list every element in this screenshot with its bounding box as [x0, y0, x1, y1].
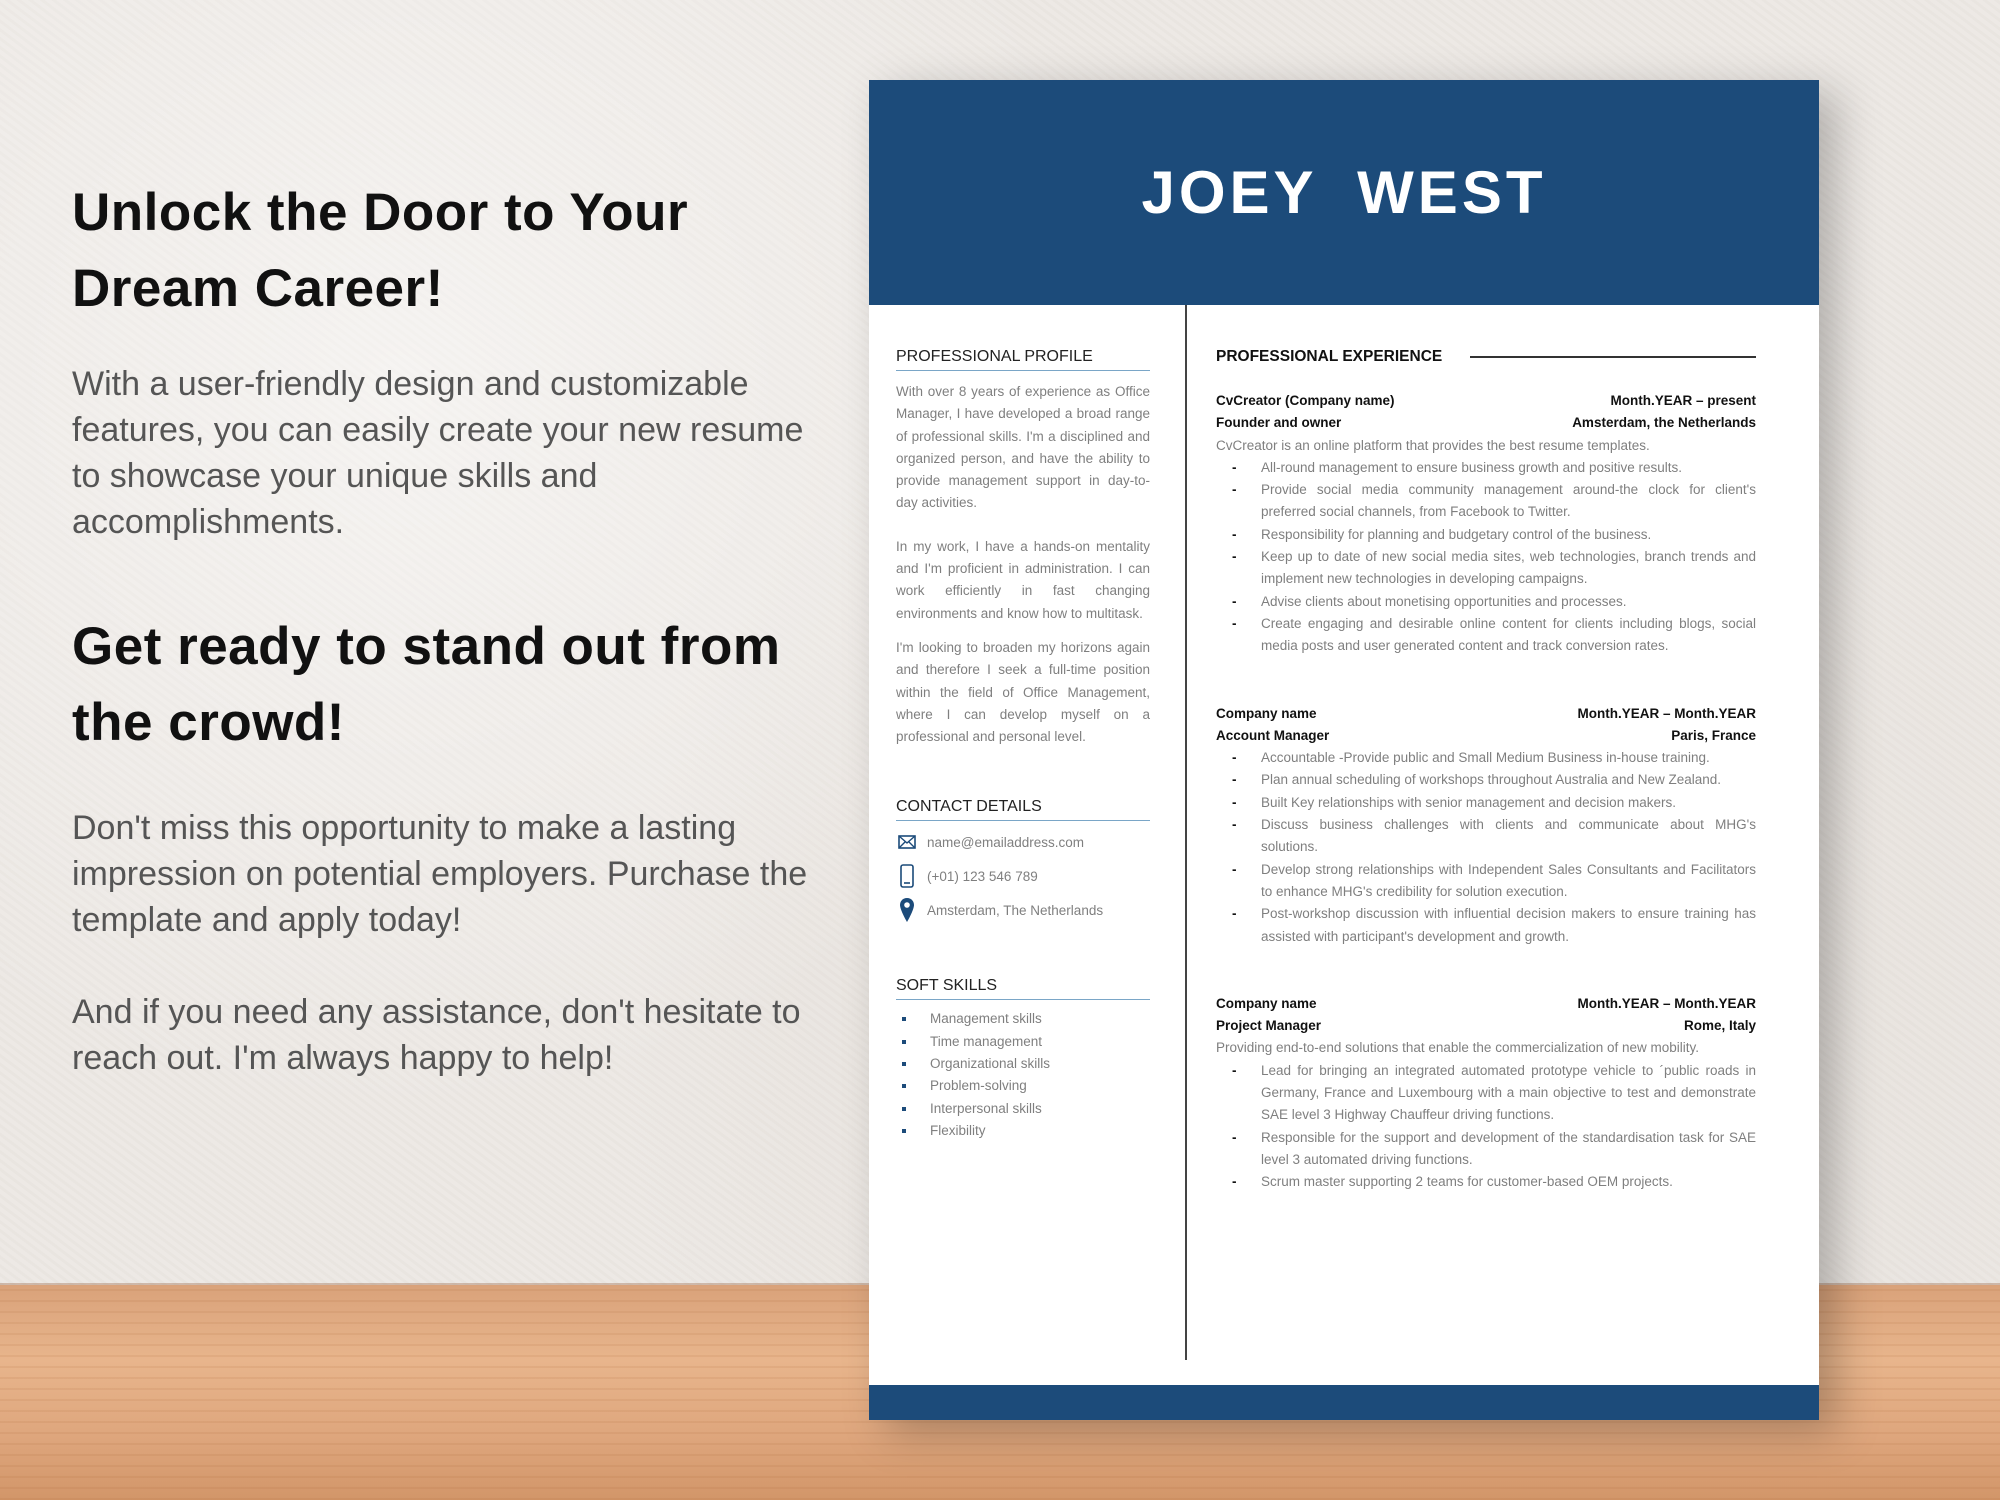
- skill-item: Flexibility: [896, 1120, 1150, 1142]
- resume-right-column: [1216, 348, 1756, 1194]
- skills-list: [896, 1008, 1150, 1142]
- job-bullet: - Accountable -Provide public and Small Medium Business in-house training.: [1216, 747, 1756, 769]
- contact-location: [896, 893, 1150, 927]
- offer-paragraph: Don't miss this opportunity to make a lasting impression on potential employers. Purchase the template and apply today!: [72, 809, 808, 939]
- location-text: Amsterdam, The Netherlands: [927, 902, 1104, 918]
- job-place: Rome, Italy: [1683, 1018, 1756, 1034]
- job-description: Providing end-to-end solutions that enable the commercialization of new mobility.: [1216, 1040, 1700, 1056]
- job-entry: [1216, 993, 1756, 1194]
- job-company: Company name: [1216, 995, 1317, 1011]
- job-company-row: [1216, 993, 1756, 1015]
- help-paragraph: And if you need any assistance, don't hesitate to reach out. I'm always happy to help!: [72, 993, 801, 1077]
- job-company: Company name: [1216, 705, 1317, 721]
- job-bullets: [1216, 457, 1756, 658]
- skill-item: Problem-solving: [896, 1075, 1150, 1097]
- job-role-row: [1216, 412, 1756, 434]
- job-bullet: - Develop strong relationships with Independent Sales Consultants and Facilitators to enhance MHG's credibility for solution execution.: [1216, 859, 1756, 904]
- email-text: name@emailaddress.com: [927, 834, 1085, 850]
- intro-paragraph: With a user-friendly design and customizable features, you can easily create your new resume to showcase your unique skills and accomplishments.: [72, 365, 804, 541]
- experience-header: [1216, 348, 1756, 366]
- resume-footer: [869, 1385, 1819, 1420]
- job-role: Project Manager: [1216, 1018, 1322, 1034]
- column-divider: [1185, 305, 1187, 1360]
- job-bullet: - Plan annual scheduling of workshops throughout Australia and New Zealand.: [1216, 769, 1756, 791]
- profile-paragraph: In my work, I have a hands-on mentality and I'm proficient in administration. I can work efficiently in fast changing environments and know how to multitask.: [896, 538, 1150, 621]
- job-bullet: - Advise clients about monetising opportunities and processes.: [1216, 591, 1756, 613]
- job-dates: Month.YEAR – present: [1610, 393, 1756, 408]
- location-pin-icon: [896, 897, 918, 923]
- experience-title: PROFESSIONAL EXPERIENCE: [1216, 348, 1443, 365]
- job-company: CvCreator (Company name): [1216, 393, 1395, 408]
- headline-dream-career: Unlock the Door to Your Dream Career!: [72, 183, 689, 318]
- job-bullet: - Responsibility for planning and budgetary control of the business.: [1216, 524, 1756, 546]
- resume-header: [869, 80, 1819, 305]
- promo-text: [72, 175, 832, 1081]
- profile-title: PROFESSIONAL PROFILE: [896, 348, 1150, 371]
- experience-rule: [1470, 356, 1756, 358]
- job-bullets: [1216, 1060, 1756, 1194]
- skill-item: Management skills: [896, 1008, 1150, 1030]
- skill-item: Time management: [896, 1031, 1150, 1053]
- profile-paragraph: I'm looking to broaden my horizons again and therefore I seek a full-time position within the field of Office Management, where I can develop myself on a professional and personal level.: [896, 639, 1150, 745]
- phone-icon: [896, 863, 918, 889]
- job-bullet: - Provide social media community management around-the clock for client's preferred social channels, from Facebook to Twitter.: [1216, 479, 1756, 524]
- job-bullets: [1216, 747, 1756, 948]
- envelope-icon: [896, 829, 918, 855]
- profile-paragraph: With over 8 years of experience as Office Manager, I have developed a broad range of professional skills. I'm a disciplined and organized person, and have the ability to provide management support in day-to-day activities.: [896, 384, 1150, 511]
- job-role: Founder and owner: [1216, 415, 1342, 431]
- contact-phone: [896, 859, 1150, 893]
- job-bullet: - All-round management to ensure business growth and positive results.: [1216, 457, 1756, 479]
- job-place: Amsterdam, the Netherlands: [1572, 415, 1756, 431]
- job-bullet: - Post-workshop discussion with influential decision makers to ensure training has assisted with participant's development and growth.: [1216, 903, 1756, 948]
- job-company-row: [1216, 703, 1756, 725]
- contact-list: [896, 825, 1150, 927]
- job-bullet: - Lead for bringing an integrated automated prototype vehicle to ´public roads in Germany, France and Luxembourg with a main objective to test and demonstrate SAE level 3 Highway Chauffeur driving functions.: [1216, 1060, 1756, 1127]
- job-bullet: - Scrum master supporting 2 teams for customer-based OEM projects.: [1216, 1171, 1756, 1193]
- phone-text: (+01) 123 546 789: [927, 868, 1038, 884]
- skills-title: SOFT SKILLS: [896, 977, 1150, 1000]
- job-bullet: - Create engaging and desirable online content for clients including blogs, social media posts and user generated content and track conversion rates.: [1216, 613, 1756, 658]
- job-role: Account Manager: [1216, 727, 1330, 743]
- contact-title: CONTACT DETAILS: [896, 798, 1150, 821]
- resume-left-column: [896, 348, 1150, 1142]
- job-bullet: - Built Key relationships with senior management and decision makers.: [1216, 792, 1756, 814]
- resume-name: JOEY WEST: [1141, 159, 1547, 226]
- job-bullet: - Responsible for the support and development of the standardisation task for SAE level 3 automated driving functions.: [1216, 1127, 1756, 1172]
- job-bullet: - Discuss business challenges with clients and communicate about MHG's solutions.: [1216, 814, 1756, 859]
- job-place: Paris, France: [1671, 727, 1756, 743]
- job-description: CvCreator is an online platform that provides the best resume templates.: [1216, 437, 1650, 453]
- job-role-row: [1216, 725, 1756, 747]
- job-role-row: [1216, 1015, 1756, 1037]
- skill-item: Organizational skills: [896, 1053, 1150, 1075]
- resume-page: [869, 80, 1819, 1420]
- job-dates: Month.YEAR – Month.YEAR: [1577, 705, 1756, 721]
- job-bullet: - Keep up to date of new social media sites, web technologies, branch trends and implement new technologies in developing campaigns.: [1216, 546, 1756, 591]
- contact-email: [896, 825, 1150, 859]
- skill-item: Interpersonal skills: [896, 1098, 1150, 1120]
- job-entry: [1216, 703, 1756, 948]
- job-dates: Month.YEAR – Month.YEAR: [1577, 995, 1756, 1011]
- headline-stand-out: Get ready to stand out from the crowd!: [72, 617, 781, 752]
- job-entry: [1216, 390, 1756, 658]
- job-company-row: [1216, 390, 1756, 412]
